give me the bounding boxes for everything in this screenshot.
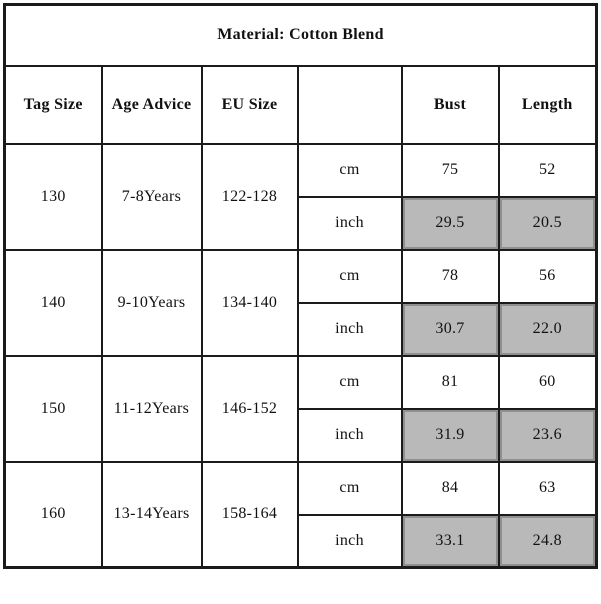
column-header-row: [5, 66, 597, 144]
col-header-length: Length: [499, 66, 597, 144]
size-chart-table: [3, 3, 598, 569]
eu-size-value: 122-128: [202, 144, 298, 250]
eu-size-value: 158-164: [202, 462, 298, 568]
bust-cm-value: 81: [402, 356, 499, 409]
material-row: [5, 5, 597, 66]
bust-inch-value: 29.5: [402, 197, 499, 250]
col-header-tag-size: Tag Size: [5, 66, 102, 144]
unit-cm-label: cm: [298, 144, 402, 197]
table-row: [5, 462, 597, 515]
age-advice-value: 13-14Years: [102, 462, 202, 568]
table-row: [5, 144, 597, 197]
length-inch-value: 23.6: [499, 409, 597, 462]
unit-inch-label: inch: [298, 303, 402, 356]
bust-cm-value: 78: [402, 250, 499, 303]
unit-inch-label: inch: [298, 409, 402, 462]
eu-size-value: 134-140: [202, 250, 298, 356]
col-header-eu-size: EU Size: [202, 66, 298, 144]
length-inch-value: 20.5: [499, 197, 597, 250]
unit-cm-label: cm: [298, 250, 402, 303]
tag-size-value: 140: [5, 250, 102, 356]
bust-inch-value: 30.7: [402, 303, 499, 356]
col-header-bust: Bust: [402, 66, 499, 144]
table-row: [5, 250, 597, 303]
length-cm-value: 56: [499, 250, 597, 303]
length-cm-value: 60: [499, 356, 597, 409]
tag-size-value: 160: [5, 462, 102, 568]
tag-size-value: 130: [5, 144, 102, 250]
unit-cm-label: cm: [298, 356, 402, 409]
bust-inch-value: 33.1: [402, 515, 499, 568]
length-cm-value: 52: [499, 144, 597, 197]
unit-cm-label: cm: [298, 462, 402, 515]
bust-cm-value: 84: [402, 462, 499, 515]
col-header-unit-blank: [298, 66, 402, 144]
unit-inch-label: inch: [298, 515, 402, 568]
col-header-age-advice: Age Advice: [102, 66, 202, 144]
bust-cm-value: 75: [402, 144, 499, 197]
tag-size-value: 150: [5, 356, 102, 462]
age-advice-value: 7-8Years: [102, 144, 202, 250]
unit-inch-label: inch: [298, 197, 402, 250]
length-inch-value: 24.8: [499, 515, 597, 568]
eu-size-value: 146-152: [202, 356, 298, 462]
material-header: Material: Cotton Blend: [5, 5, 597, 66]
age-advice-value: 11-12Years: [102, 356, 202, 462]
age-advice-value: 9-10Years: [102, 250, 202, 356]
bust-inch-value: 31.9: [402, 409, 499, 462]
length-cm-value: 63: [499, 462, 597, 515]
length-inch-value: 22.0: [499, 303, 597, 356]
table-row: [5, 356, 597, 409]
